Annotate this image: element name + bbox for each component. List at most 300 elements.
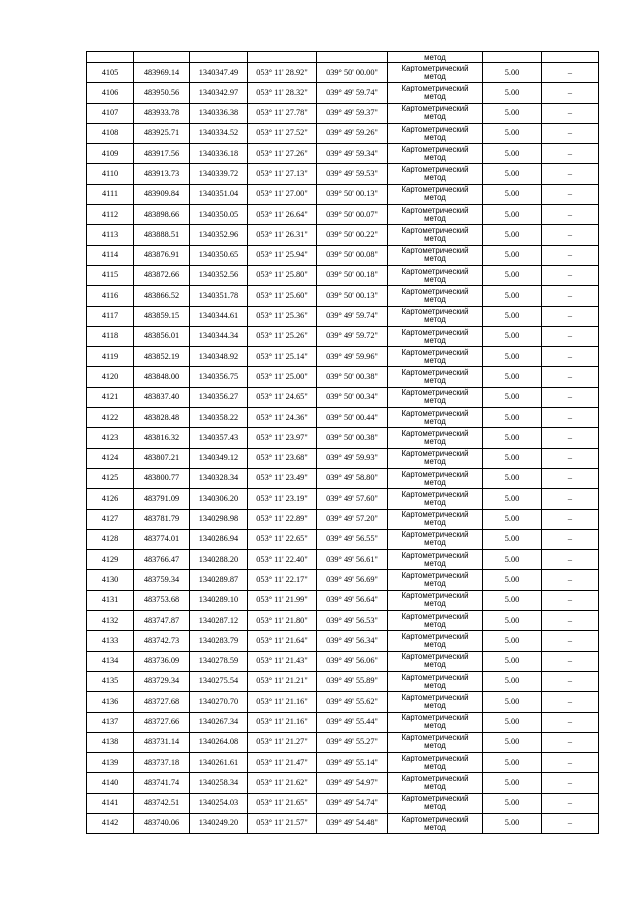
table-row	[87, 631, 599, 651]
cell-accuracy: 5.00	[483, 611, 542, 631]
cell-longitude: 039° 49' 56.55"	[317, 529, 388, 549]
cell-longitude: 039° 49' 59.26"	[317, 123, 388, 143]
cell-latitude: 053° 11' 25.26"	[248, 326, 317, 346]
method-line-2: метод	[424, 680, 446, 690]
cell-method	[388, 367, 483, 387]
cell-latitude: 053° 11' 22.17"	[248, 570, 317, 590]
cell-y: 1340258.34	[190, 773, 248, 793]
cell-latitude: 053° 11' 27.00"	[248, 184, 317, 204]
cell-description: –	[542, 692, 599, 712]
method-line-2: метод	[424, 660, 446, 670]
cell-description: –	[542, 184, 599, 204]
cell-method	[388, 326, 483, 346]
method-line-1: Картометрический	[401, 347, 469, 357]
cell-number: 4128	[87, 529, 134, 549]
table-row	[87, 611, 599, 631]
cell-latitude: 053° 11' 21.57"	[248, 813, 317, 833]
cell-description: –	[542, 631, 599, 651]
cell-longitude: 039° 49' 56.34"	[317, 631, 388, 651]
cell-accuracy: 5.00	[483, 631, 542, 651]
table-row	[87, 306, 599, 326]
cell-x: 483848.00	[134, 367, 190, 387]
table-row	[87, 550, 599, 570]
table-row	[87, 489, 599, 509]
cell-y: 1340344.61	[190, 306, 248, 326]
cell-method	[388, 184, 483, 204]
cell-latitude: 053° 11' 27.78"	[248, 103, 317, 123]
cell-y: 1340289.87	[190, 570, 248, 590]
method-line-1: Картометрический	[401, 124, 469, 134]
method-line-1: Картометрический	[401, 185, 469, 195]
cell-x: 483737.18	[134, 753, 190, 773]
cell-y: 1340249.20	[190, 813, 248, 833]
cell-latitude: 053° 11' 22.65"	[248, 529, 317, 549]
cell-accuracy: 5.00	[483, 286, 542, 306]
cell-method	[388, 631, 483, 651]
cell-longitude: 039° 50' 00.38"	[317, 428, 388, 448]
method-line-2: метод	[424, 741, 446, 751]
cell-y: 1340356.75	[190, 367, 248, 387]
cell-latitude: 053° 11' 26.31"	[248, 225, 317, 245]
method-line-1: Картометрический	[401, 286, 469, 296]
method-line-1: Картометрический	[401, 368, 469, 378]
cell-y: 1340347.49	[190, 63, 248, 83]
cell-number: 4110	[87, 164, 134, 184]
cell-accuracy: 5.00	[483, 408, 542, 428]
table-row	[87, 408, 599, 428]
cell-latitude: 053° 11' 25.00"	[248, 367, 317, 387]
method-line-1: Картометрический	[401, 104, 469, 114]
cell-number: 4131	[87, 590, 134, 610]
table-row	[87, 387, 599, 407]
method-line-2: метод	[424, 700, 446, 710]
continuation-row	[87, 52, 599, 63]
cell-method	[388, 205, 483, 225]
table-row	[87, 83, 599, 103]
cell-x: 483742.51	[134, 793, 190, 813]
method-line-2: метод	[424, 639, 446, 649]
cell-number: 4133	[87, 631, 134, 651]
cell-x: 483950.56	[134, 83, 190, 103]
cell-method	[388, 306, 483, 326]
method-line-1: Картометрический	[401, 733, 469, 743]
cell-description: –	[542, 83, 599, 103]
cell-accuracy: 5.00	[483, 367, 542, 387]
table-row	[87, 103, 599, 123]
method-line-1: Картометрический	[401, 652, 469, 662]
cell-accuracy: 5.00	[483, 570, 542, 590]
table-row	[87, 245, 599, 265]
cell-number: 4139	[87, 753, 134, 773]
cell-latitude: 053° 11' 28.92"	[248, 63, 317, 83]
cell-number: 4112	[87, 205, 134, 225]
table-row	[87, 123, 599, 143]
cell-longitude: 039° 50' 00.18"	[317, 265, 388, 285]
method-line-1: Картометрический	[401, 753, 469, 763]
method-line-1: Картометрический	[401, 246, 469, 256]
cell-number: 4129	[87, 550, 134, 570]
table-row	[87, 671, 599, 691]
cell-description: –	[542, 529, 599, 549]
cell-method	[388, 489, 483, 509]
cell-method	[388, 245, 483, 265]
method-line-2: метод	[424, 91, 446, 101]
cell-method	[388, 83, 483, 103]
cell-x: 483969.14	[134, 63, 190, 83]
cell-y: 1340342.97	[190, 83, 248, 103]
cell-method	[388, 144, 483, 164]
cell-number: 4141	[87, 793, 134, 813]
cell-latitude: 053° 11' 21.16"	[248, 712, 317, 732]
cell-method	[388, 732, 483, 752]
cell-description: –	[542, 448, 599, 468]
cell-accuracy: 5.00	[483, 813, 542, 833]
method-line-2: метод	[424, 822, 446, 832]
cell-latitude: 053° 11' 27.13"	[248, 164, 317, 184]
cell-number: 4107	[87, 103, 134, 123]
cell-description: –	[542, 265, 599, 285]
cell-description: –	[542, 590, 599, 610]
method-line-2: метод	[424, 558, 446, 568]
cell-x: 483917.56	[134, 144, 190, 164]
cell-x: 483766.47	[134, 550, 190, 570]
table-row	[87, 529, 599, 549]
cell-latitude: 053° 11' 25.94"	[248, 245, 317, 265]
cell-latitude: 053° 11' 23.68"	[248, 448, 317, 468]
method-line-1: Картометрический	[401, 489, 469, 499]
cell-latitude: 053° 11' 24.65"	[248, 387, 317, 407]
cell-accuracy: 5.00	[483, 205, 542, 225]
cell-longitude: 039° 49' 56.64"	[317, 590, 388, 610]
method-line-1: Картометрический	[401, 774, 469, 784]
method-line-2: метод	[424, 721, 446, 731]
cell-accuracy: 5.00	[483, 529, 542, 549]
method-line-1: Картометрический	[401, 469, 469, 479]
cell-longitude: 039° 50' 00.38"	[317, 367, 388, 387]
cell-number: 4117	[87, 306, 134, 326]
method-line-1: Картометрический	[401, 713, 469, 723]
cell-latitude: 053° 11' 21.62"	[248, 773, 317, 793]
method-line-2: метод	[424, 518, 446, 528]
cell-description: –	[542, 793, 599, 813]
cell-method	[388, 286, 483, 306]
cell-latitude: 053° 11' 22.40"	[248, 550, 317, 570]
cell-number: 4138	[87, 732, 134, 752]
cell-longitude: 039° 49' 59.93"	[317, 448, 388, 468]
cell-latitude	[248, 52, 317, 63]
cell-description: –	[542, 286, 599, 306]
cell-description: –	[542, 63, 599, 83]
cell-accuracy: 5.00	[483, 793, 542, 813]
cell-longitude: 039° 49' 55.62"	[317, 692, 388, 712]
cell-method	[388, 387, 483, 407]
cell-number: 4114	[87, 245, 134, 265]
cell-number: 4105	[87, 63, 134, 83]
cell-accuracy: 5.00	[483, 123, 542, 143]
cell-longitude: 039° 49' 55.89"	[317, 671, 388, 691]
cell-longitude: 039° 49' 54.48"	[317, 813, 388, 833]
cell-method	[388, 428, 483, 448]
cell-description: –	[542, 732, 599, 752]
cell-number: 4120	[87, 367, 134, 387]
cell-description: –	[542, 428, 599, 448]
method-line-2: метод	[424, 376, 446, 386]
cell-y: 1340348.92	[190, 347, 248, 367]
cell-longitude: 039° 49' 58.80"	[317, 468, 388, 488]
cell-accuracy: 5.00	[483, 164, 542, 184]
table-row	[87, 732, 599, 752]
method-line-1: Картометрический	[401, 205, 469, 215]
cell-accuracy: 5.00	[483, 448, 542, 468]
method-line-2: метод	[424, 71, 446, 81]
cell-latitude: 053° 11' 22.89"	[248, 509, 317, 529]
cell-y: 1340356.27	[190, 387, 248, 407]
cell-latitude: 053° 11' 21.21"	[248, 671, 317, 691]
cell-number: 4130	[87, 570, 134, 590]
cell-accuracy: 5.00	[483, 712, 542, 732]
cell-latitude: 053° 11' 21.27"	[248, 732, 317, 752]
method-line-1: Картометрический	[401, 388, 469, 398]
method-line-1: Картометрический	[401, 144, 469, 154]
cell-x: 483727.66	[134, 712, 190, 732]
table-row	[87, 448, 599, 468]
cell-number: 4106	[87, 83, 134, 103]
cell-accuracy: 5.00	[483, 651, 542, 671]
cell-longitude: 039° 49' 55.14"	[317, 753, 388, 773]
cell-x: 483828.48	[134, 408, 190, 428]
cell-number: 4113	[87, 225, 134, 245]
cell-y: 1340275.54	[190, 671, 248, 691]
cell-y: 1340350.05	[190, 205, 248, 225]
cell-accuracy: 5.00	[483, 773, 542, 793]
cell-accuracy: 5.00	[483, 225, 542, 245]
cell-x: 483852.19	[134, 347, 190, 367]
cell-longitude: 039° 49' 56.53"	[317, 611, 388, 631]
cell-description: –	[542, 773, 599, 793]
method-line-1: Картометрический	[401, 692, 469, 702]
method-line-1: Картометрический	[401, 428, 469, 438]
cell-description: –	[542, 611, 599, 631]
table-row	[87, 367, 599, 387]
table-row	[87, 164, 599, 184]
cell-method	[388, 793, 483, 813]
cell-y: 1340286.94	[190, 529, 248, 549]
cell-latitude: 053° 11' 21.99"	[248, 590, 317, 610]
cell-description	[542, 52, 599, 63]
cell-y: 1340351.04	[190, 184, 248, 204]
cell-description: –	[542, 367, 599, 387]
table-row	[87, 205, 599, 225]
method-line-1: Картометрический	[401, 83, 469, 93]
cell-description: –	[542, 408, 599, 428]
method-line-2: метод	[424, 396, 446, 406]
cell-accuracy: 5.00	[483, 489, 542, 509]
cell-number: 4115	[87, 265, 134, 285]
cell-longitude: 039° 49' 55.44"	[317, 712, 388, 732]
cell-x: 483933.78	[134, 103, 190, 123]
cell-accuracy: 5.00	[483, 144, 542, 164]
cell-accuracy: 5.00	[483, 753, 542, 773]
cell-y: 1340350.65	[190, 245, 248, 265]
table-row	[87, 265, 599, 285]
method-line-2: метод	[424, 782, 446, 792]
cell-latitude: 053° 11' 21.47"	[248, 753, 317, 773]
cell-longitude: 039° 49' 54.74"	[317, 793, 388, 813]
cell-latitude: 053° 11' 25.80"	[248, 265, 317, 285]
method-line-1: Картометрический	[401, 672, 469, 682]
cell-method	[388, 123, 483, 143]
cell-y: 1340267.34	[190, 712, 248, 732]
cell-longitude: 039° 49' 59.37"	[317, 103, 388, 123]
cell-method	[388, 408, 483, 428]
method-line-1: Картометрический	[401, 631, 469, 641]
cell-longitude: 039° 49' 55.27"	[317, 732, 388, 752]
cell-y: 1340334.52	[190, 123, 248, 143]
cell-method	[388, 773, 483, 793]
cell-x: 483909.84	[134, 184, 190, 204]
cell-y: 1340278.59	[190, 651, 248, 671]
cell-y: 1340352.56	[190, 265, 248, 285]
cell-description: –	[542, 489, 599, 509]
cell-description: –	[542, 103, 599, 123]
cell-x: 483759.34	[134, 570, 190, 590]
method-line-2: метод	[424, 497, 446, 507]
cell-description: –	[542, 144, 599, 164]
method-line-2: метод	[424, 193, 446, 203]
cell-latitude: 053° 11' 23.49"	[248, 468, 317, 488]
cell-x: 483781.79	[134, 509, 190, 529]
cell-description: –	[542, 123, 599, 143]
cell-latitude: 053° 11' 25.14"	[248, 347, 317, 367]
cell-method	[388, 590, 483, 610]
cell-y: 1340358.22	[190, 408, 248, 428]
cell-longitude: 039° 50' 00.13"	[317, 184, 388, 204]
cell-x: 483859.15	[134, 306, 190, 326]
cell-number: 4122	[87, 408, 134, 428]
cell-accuracy: 5.00	[483, 509, 542, 529]
cell-longitude: 039° 50' 00.22"	[317, 225, 388, 245]
method-line-2: метод	[424, 599, 446, 609]
cell-number: 4118	[87, 326, 134, 346]
table-row	[87, 509, 599, 529]
cell-accuracy: 5.00	[483, 590, 542, 610]
method-line-1: Картометрический	[401, 530, 469, 540]
cell-number: 4132	[87, 611, 134, 631]
cell-number: 4127	[87, 509, 134, 529]
cell-y: 1340306.20	[190, 489, 248, 509]
method-line-2: метод	[424, 335, 446, 345]
cell-accuracy: 5.00	[483, 428, 542, 448]
cell-description: –	[542, 326, 599, 346]
cell-y: 1340261.61	[190, 753, 248, 773]
cell-y: 1340336.38	[190, 103, 248, 123]
table-row	[87, 773, 599, 793]
table-body	[87, 52, 599, 834]
cell-x	[134, 52, 190, 63]
cell-longitude: 039° 49' 56.69"	[317, 570, 388, 590]
cell-longitude: 039° 50' 00.07"	[317, 205, 388, 225]
cell-number	[87, 52, 134, 63]
cell-x: 483740.06	[134, 813, 190, 833]
cell-number: 4125	[87, 468, 134, 488]
cell-description: –	[542, 347, 599, 367]
method-line-1: Картометрический	[401, 510, 469, 520]
cell-y: 1340357.43	[190, 428, 248, 448]
cell-method	[388, 611, 483, 631]
method-line-1: Картометрический	[401, 814, 469, 824]
cell-y: 1340351.78	[190, 286, 248, 306]
cell-latitude: 053° 11' 23.97"	[248, 428, 317, 448]
table-row	[87, 326, 599, 346]
cell-x: 483888.51	[134, 225, 190, 245]
cell-longitude: 039° 50' 00.00"	[317, 63, 388, 83]
coordinates-table	[86, 51, 599, 834]
cell-method	[388, 529, 483, 549]
table-row	[87, 428, 599, 448]
cell-y: 1340328.34	[190, 468, 248, 488]
table-row	[87, 468, 599, 488]
table-row	[87, 63, 599, 83]
method-line-2: метод	[424, 761, 446, 771]
cell-longitude: 039° 50' 00.44"	[317, 408, 388, 428]
method-line-1: Картометрический	[401, 571, 469, 581]
method-line-2: метод	[424, 579, 446, 589]
cell-longitude: 039° 50' 00.34"	[317, 387, 388, 407]
cell-method	[388, 671, 483, 691]
cell-description: –	[542, 570, 599, 590]
cell-method	[388, 651, 483, 671]
cell-x: 483729.34	[134, 671, 190, 691]
cell-x: 483856.01	[134, 326, 190, 346]
cell-method	[388, 550, 483, 570]
cell-latitude: 053° 11' 21.43"	[248, 651, 317, 671]
method-line-2: метод	[424, 802, 446, 812]
cell-latitude: 053° 11' 26.64"	[248, 205, 317, 225]
cell-x: 483800.77	[134, 468, 190, 488]
cell-number: 4111	[87, 184, 134, 204]
method-line-1: Картометрический	[401, 307, 469, 317]
method-line-2: метод	[424, 538, 446, 548]
table-row	[87, 570, 599, 590]
cell-longitude: 039° 49' 56.61"	[317, 550, 388, 570]
method-line-1: Картометрический	[401, 63, 469, 73]
cell-number: 4134	[87, 651, 134, 671]
cell-longitude: 039° 49' 59.96"	[317, 347, 388, 367]
method-line-2: метод	[424, 477, 446, 487]
table-row	[87, 692, 599, 712]
cell-y: 1340283.79	[190, 631, 248, 651]
cell-latitude: 053° 11' 21.65"	[248, 793, 317, 813]
method-line-2: метод	[424, 213, 446, 223]
cell-method	[388, 164, 483, 184]
cell-x: 483774.01	[134, 529, 190, 549]
method-line-2: метод	[424, 112, 446, 122]
cell-method	[388, 509, 483, 529]
cell-x: 483837.40	[134, 387, 190, 407]
cell-method	[388, 103, 483, 123]
cell-number: 4109	[87, 144, 134, 164]
cell-x: 483753.68	[134, 590, 190, 610]
cell-longitude: 039° 49' 57.20"	[317, 509, 388, 529]
cell-accuracy: 5.00	[483, 245, 542, 265]
cell-y: 1340287.12	[190, 611, 248, 631]
cell-accuracy: 5.00	[483, 692, 542, 712]
cell-number: 4142	[87, 813, 134, 833]
cell-accuracy: 5.00	[483, 306, 542, 326]
method-line-2: метод	[424, 619, 446, 629]
method-line-2: метод	[424, 173, 446, 183]
method-line-2: метод	[424, 355, 446, 365]
